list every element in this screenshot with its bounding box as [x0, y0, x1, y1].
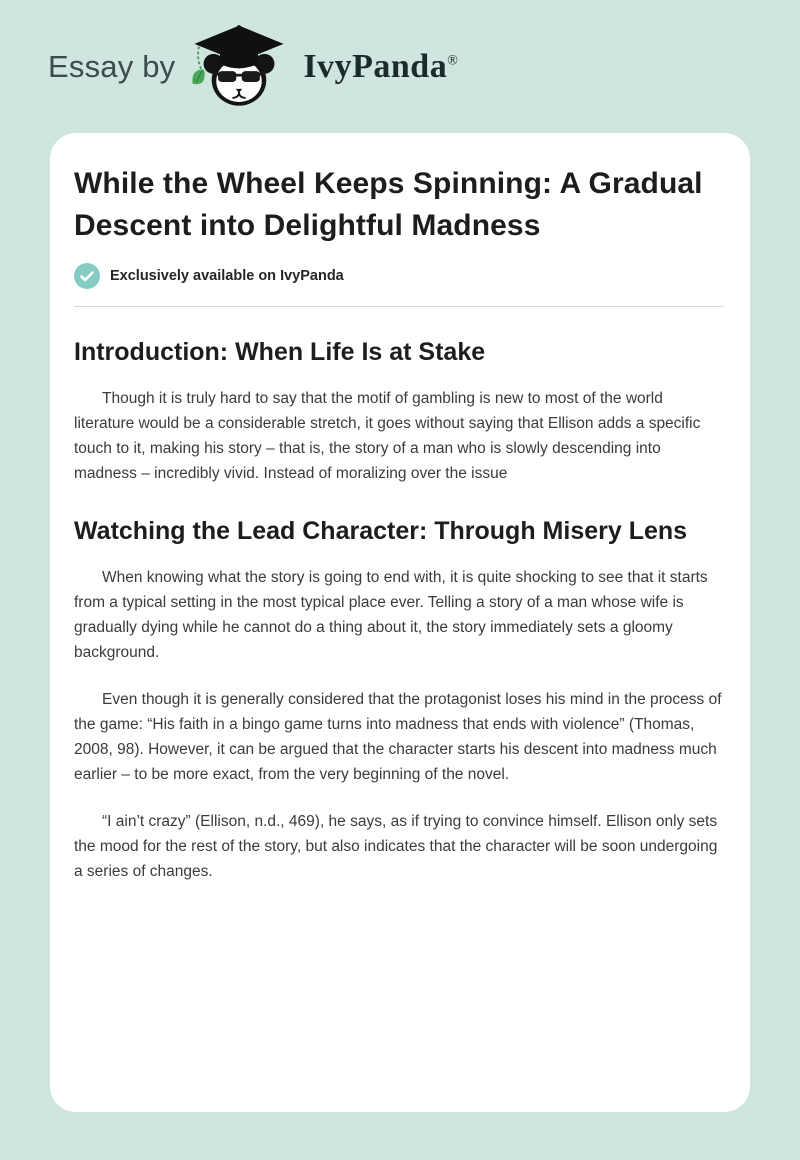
availability-badge [74, 263, 724, 289]
site-header [0, 0, 800, 133]
paragraph: “I ain’t crazy” (Ellison, n.d., 469), he says, as if trying to convince himself. Ellison only sets the mood for the rest of the story, but also indicates that the character will be soon undergoing a series of changes. [74, 813, 718, 880]
divider [74, 306, 724, 307]
paragraph: When knowing what the story is going to end with, it is quite shocking to see that it starts from a typical setting in the most typical place ever. Telling a story of a man whose wife is gradually dying while he cannot do a thing about it, the story immediately sets a gloomy background. [74, 569, 708, 661]
paragraph: Though it is truly hard to say that the motif of gambling is new to most of the world literature would be a considerable stretch, it goes without saying that Ellison adds a specific touch to it, making his story – that is, the story of a man who is slowly descending into madness – incredibly vivid. Instead of moralizing over the issue [74, 390, 701, 482]
brand-name: IvyPanda [303, 47, 448, 85]
availability-badge-label: Exclusively available on IvyPanda [110, 268, 344, 284]
essay-title: While the Wheel Keeps Spinning: A Gradual Descent into Delightful Madness [74, 167, 703, 242]
check-icon [74, 263, 100, 289]
essay-by-label: Essay by [48, 48, 176, 84]
essay-card [50, 133, 750, 1112]
registered-mark: ® [447, 53, 459, 69]
ivypanda-logo-icon [187, 22, 291, 112]
section-heading-watching-lead-character: Watching the Lead Character: Through Misery Lens [74, 517, 688, 545]
brand-wordmark [303, 48, 458, 86]
section-heading-introduction: Introduction: When Life Is at Stake [74, 338, 486, 366]
paragraph: Even though it is generally considered that the protagonist loses his mind in the process of the game: “His faith in a bingo game turns into madness that ends with violence” (Thomas, 2008, 98). However, it can be argued that the character starts his descent into madness much earlier – to be more exact, from the very beginning of the novel. [74, 691, 722, 783]
